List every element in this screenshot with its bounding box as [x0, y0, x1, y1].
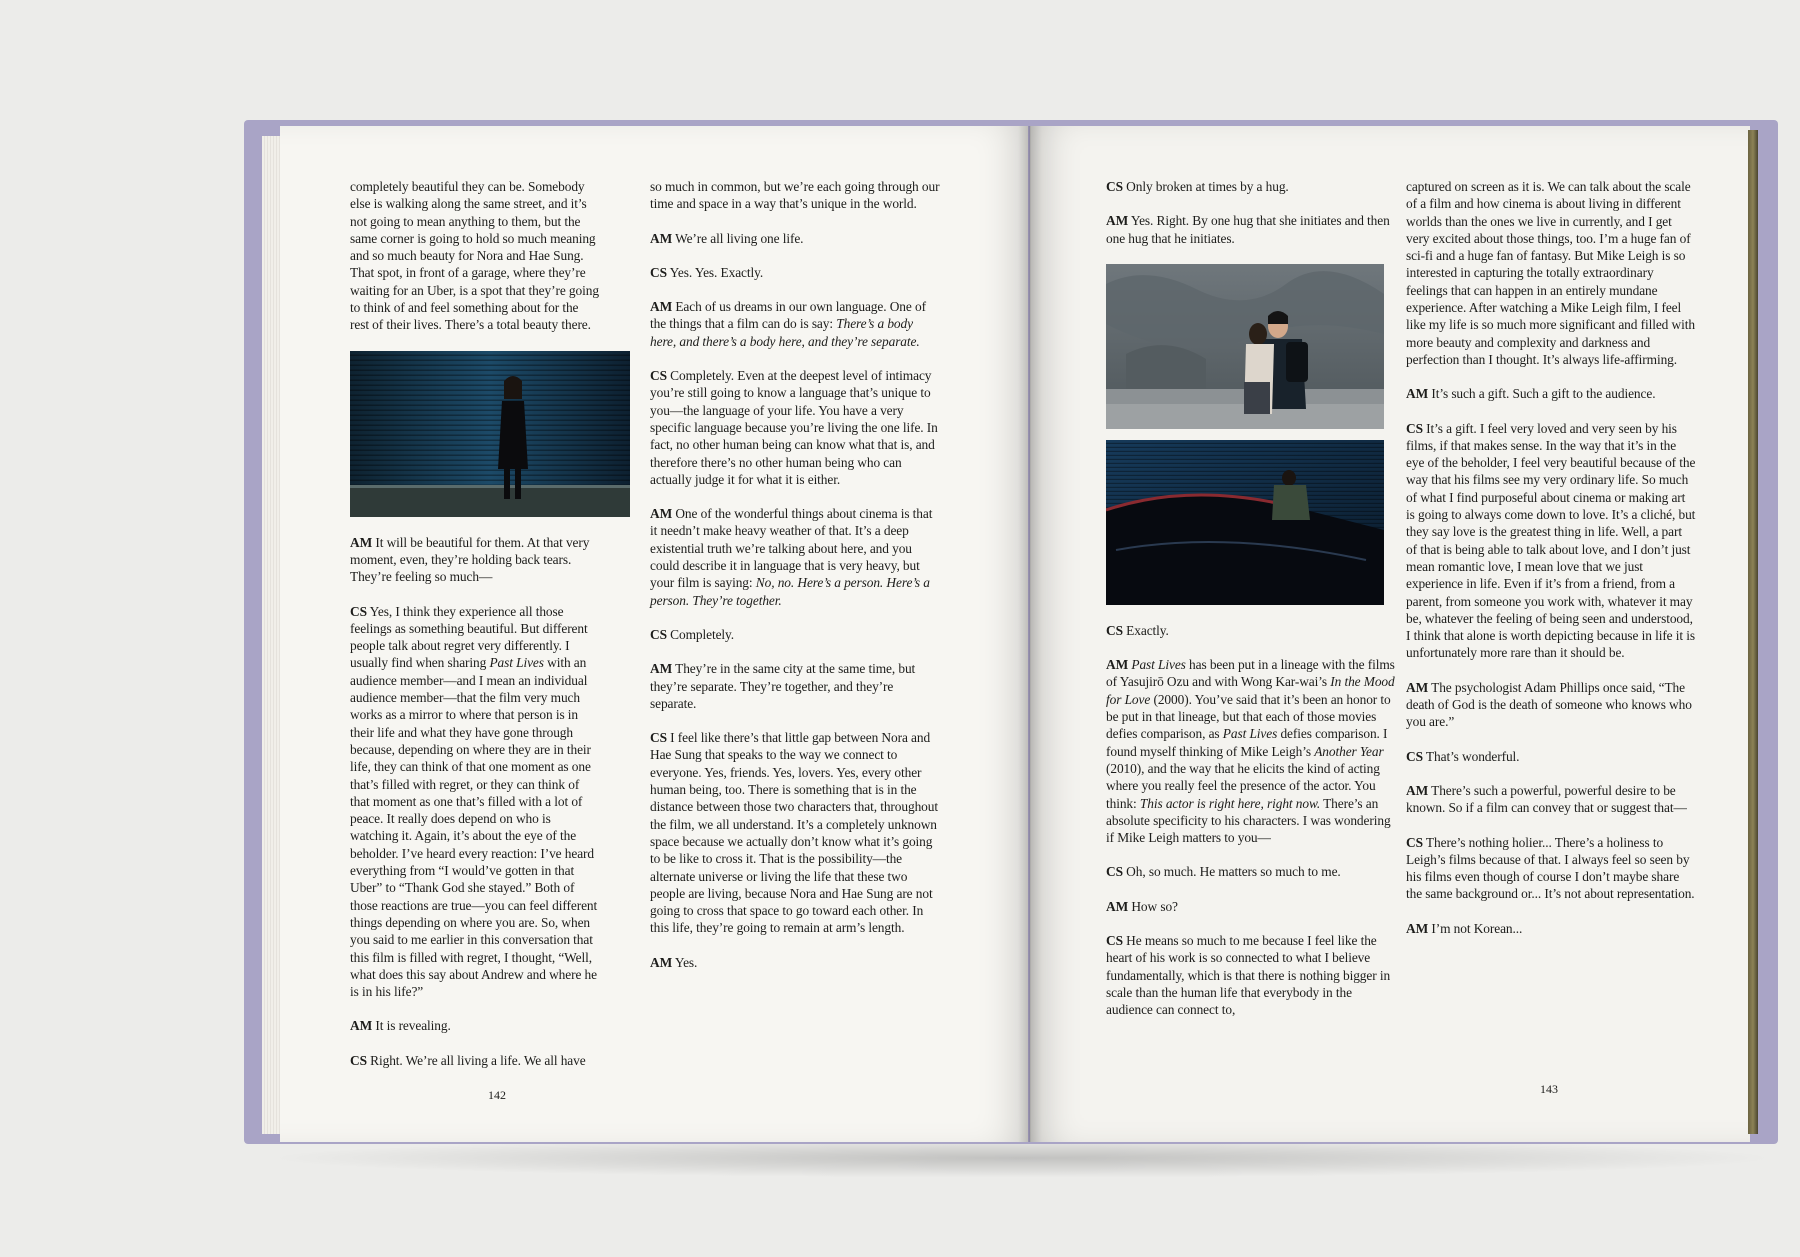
right-column-2 [1406, 178, 1696, 954]
page-block-edge [1748, 130, 1758, 1134]
paragraph: AM Each of us dreams in our own language. One of the things that a film can do is say: There’s a body here, and there’s a body here, and they’re separate. [650, 299, 926, 349]
paragraph: CS Yes. Yes. Exactly. [650, 264, 764, 280]
paragraph: CS Right. We’re all living a life. We all have [350, 1052, 586, 1068]
paragraph: AM We’re all living one life. [650, 230, 804, 246]
paragraph: AM They’re in the same city at the same time, but they’re separate. They’re together, and they’re separate. [650, 661, 916, 711]
paragraph: CS Yes, I think they experience all those feelings as something beautiful. But different people talk about regret very differently. I usually find when sharing Past Lives with an audience member—and I mean an individual audience member—that the film very much works as a mirror to where that person is in their life and what they have gone through because, depending on where they are in their life, they can think of that one moment as one that’s filled with regret, or they can think of that moment as one that’s filled with a lot of peace. It really does depend on who is watching it. Again, it’s about the eye of the beholder. I’ve heard every reaction: I’ve heard everything from “I would’ve gotten in that Uber” to “Thank God she stayed.” Both of those reactions are true—you can feel different things depending on where you are. So, when you said to me earlier in this conversation that this film is filled with regret, I thought, “Well, what does this say about Andrew and where he is in his life?” [350, 603, 598, 1000]
paragraph: CS Completely. [650, 626, 735, 642]
right-column-1 [1106, 178, 1396, 1036]
photo-hug-at-monument [1106, 264, 1384, 429]
paragraph: CS That’s wonderful. [1406, 748, 1520, 764]
paragraph: AM One of the wonderful things about cinema is that it needn’t make heavy weather of that. It’s a deep existential truth we’re talking about here, and you could describe it in language that is very heavy, but your film is saying: No, no. Here’s a person. Here’s a person. They’re together. [650, 506, 933, 608]
paragraph: captured on screen as it is. We can talk about the scale of a film and how cinema is about living in different worlds than the ones we live in currently, and I get very excited about those things, too. I’m a huge fan of sci-fi and a huge fan of fantasy. But Mike Leigh is so interested in capturing the totally extraordinary feelings that can happen in an entirely mundane experience. After watching a Mike Leigh film, I feel like my life is so much more significant and filled with more beauty and complexity and darkness and perfection than I thought. It’s always life-affirming. [1406, 179, 1695, 367]
paragraph: CS Only broken at times by a hug. [1106, 179, 1289, 194]
photo-hug-by-car [1106, 440, 1384, 605]
paragraph: AM I’m not Korean... [1406, 920, 1523, 936]
page-block-edge [262, 136, 282, 1134]
paragraph: completely beautiful they can be. Somebody else is walking along the same street, and it’s not going to mean anything to them, but the same corner is going to hold so much meaning and so much beauty for Nora and Hae Sung. That spot, in front of a garage, where they’re waiting for an Uber, is a spot that they’re going to think of and feel something about for the rest of their lives. There’s a total beauty there. [350, 179, 599, 333]
paragraph: CS Exactly. [1106, 622, 1169, 638]
left-column-1 [350, 178, 600, 1086]
book-shadow [262, 1138, 1782, 1178]
paragraph: AM Yes. [650, 954, 698, 970]
paragraph: CS Oh, so much. He matters so much to me. [1106, 864, 1341, 880]
paragraph: AM It’s such a gift. Such a gift to the audience. [1406, 386, 1656, 402]
paragraph: AM There’s such a powerful, powerful desire to be known. So if a film can convey that or suggest that— [1406, 782, 1687, 816]
paragraph: CS It’s a gift. I feel very loved and very seen by his films, if that makes sense. In the way that it’s in the eye of the beholder, I feel very beautiful because of the way that his films see my very ordinary life. So much of what I find purposeful about cinema or making art is going to always come down to love. It’s a cliché, but they say love is the greatest thing in life. Well, a part of that is being able to talk about love, and I don’t just mean romantic love, I mean love that we just experience in life. Even if it’s from a friend, from a parent, from someone you work with, whatever it may be, whatever the feeling of being seen and understood, I think that alone is worth depicting because in life it is unfortunately more rare than it should be. [1406, 420, 1696, 661]
right-page [1030, 126, 1750, 1142]
paragraph: CS He means so much to me because I feel like the heart of his work is so connected to what I believe fundamentally, which is that there is nothing bigger in scale than the human life that everybody in the audience can connect to, [1106, 933, 1391, 1018]
book-gutter [1018, 126, 1042, 1142]
paragraph: AM It is revealing. [350, 1018, 451, 1034]
paragraph: so much in common, but we’re each going through our time and space in a way that’s unique in the world. [650, 179, 940, 212]
paragraph: CS There’s nothing holier... There’s a holiness to Leigh’s films because of that. I always feel so seen by his films even though of course I don’t maybe share the same background or... It’s not about representation. [1406, 834, 1695, 902]
page-number: 143 [1540, 1082, 1558, 1096]
paragraph: AM Past Lives has been put in a lineage with the films of Yasujirō Ozu and with Wong Kar-wai’s In the Mood for Love (2000). You’ve said that it’s been an honor to be put in that lineage, but that each of those movies defies comparison, as Past Lives defies comparison. I found myself thinking of Mike Leigh’s Another Year (2010), and the way that he elicits the kind of acting where you really feel the presence of the actor. You think: This actor is right here, right now. There’s an absolute specificity to his characters. I was wondering if Mike Leigh matters to you— [1106, 657, 1395, 846]
paragraph: CS Completely. Even at the deepest level of intimacy you’re still going to know a language that’s unique to you—the language of your life. You have a very specific language because you’re living the one life. In fact, no other human being can know what that is, and therefore there’s no other human being who can actually judge it for what it is either. [650, 368, 938, 487]
paragraph: AM It will be beautiful for them. At that very moment, even, they’re holding back tears. They’re feeling so much— [350, 534, 590, 585]
paragraph: AM The psychologist Adam Phillips once said, “The death of God is the death of someone who knows who you are.” [1406, 679, 1692, 730]
paragraph: CS I feel like there’s that little gap between Nora and Hae Sung that speaks to the way we connect to everyone. Yes, friends. Yes, lovers. Yes, every other human being, too. There is something that is in the distance between those two characters that, throughout the film, we all understand. It’s a completely unknown space because we actually don’t know what it’s going to be like to cross it. That is the possibility—the alternate universe or living the life that these two people are living, because Nora and Hae Sung are not going to cross that space to go toward each other. In this life, they’re going to remain at arm’s length. [650, 730, 938, 936]
left-page [280, 126, 1028, 1142]
photo-woman-at-shutter [350, 351, 630, 517]
paragraph: AM Yes. Right. By one hug that she initiates and then one hug that he initiates. [1106, 213, 1390, 246]
page-number: 142 [488, 1088, 506, 1102]
left-column-2 [650, 178, 942, 988]
paragraph: AM How so? [1106, 898, 1178, 914]
